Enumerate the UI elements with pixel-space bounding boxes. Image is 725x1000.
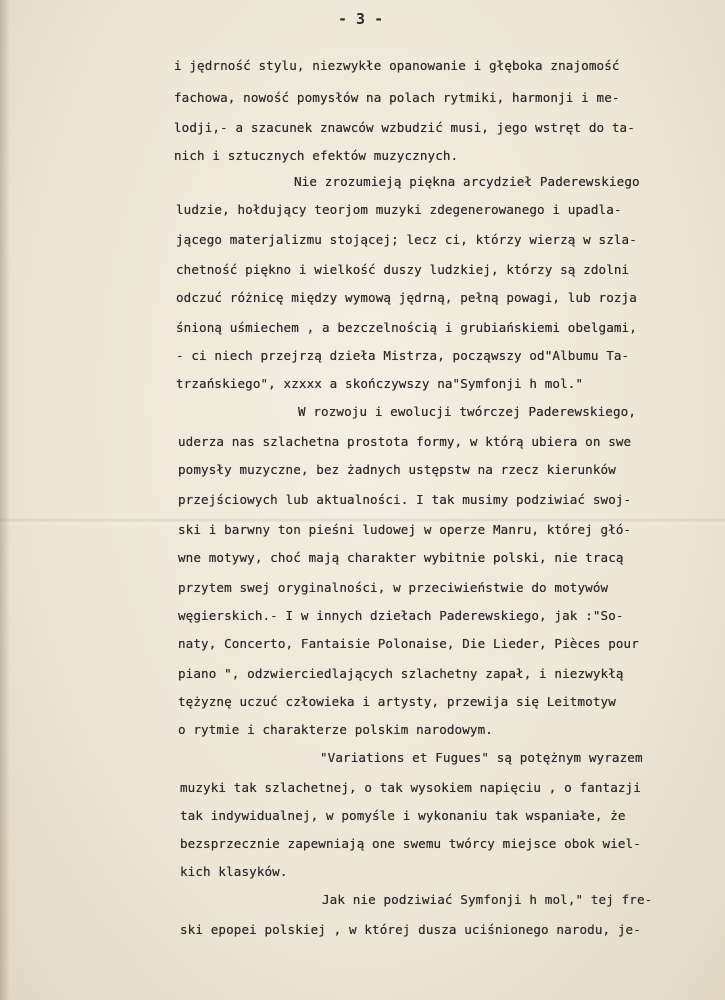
text-line: i jędrność stylu, niezwykłe opanowanie i głęboka znajomość [174, 58, 620, 73]
text-line: - ci niech przejrzą dzieła Mistrza, począwszy od"Albumu Ta- [176, 348, 630, 363]
text-line: trzańskiego", xzxxx a skończywszy na"Symfonji h mol." [176, 376, 584, 391]
text-line: pomysły muzyczne, bez żadnych ustępstw na rzecz kierunków [178, 462, 616, 477]
text-line: "Variations et Fugues" są potężnym wyrazem [320, 750, 643, 765]
text-line: naty, Concerto, Fantaisie Polonaise, Die Lieder, Pièces pour [178, 636, 639, 651]
text-line: tężyznę uczuć człowieka i artysty, przewija się Leitmotyw [178, 694, 616, 709]
text-line: odczuć różnicę między wymową jędrną, pełną powagi, lub rozja [176, 290, 637, 305]
text-line: ludzie, hołdujący teorjom muzyki zdegenerowanego i upadla- [176, 202, 622, 217]
text-line: fachowa, nowość pomysłów na polach rytmiki, harmonji i me- [174, 90, 620, 105]
text-line: uderza nas szlachetna prostota formy, w którą ubiera on swe [178, 434, 632, 449]
text-line: chetność piękno i wielkość duszy ludzkiej, którzy są zdolni [176, 262, 630, 277]
text-line: nich i sztucznych efektów muzycznych. [174, 148, 459, 163]
text-line: Nie zrozumieją piękna arcydzieł Paderewskiego [294, 174, 640, 189]
text-line: wne motywy, choć mają charakter wybitnie polski, nie tracą [178, 550, 624, 565]
text-line: ski epopei polskiej , w której dusza uciśnionego narodu, je- [180, 922, 641, 937]
text-line: piano ", odzwierciedlających szlachetny zapał, i niezwykłą [178, 666, 624, 681]
text-line: przytem swej oryginalności, w przeciwieństwie do motywów [178, 580, 609, 595]
text-line: muzyki tak szlachetnej, o tak wysokiem napięciu , o fantazji [180, 780, 641, 795]
text-line: ski i barwny ton pieśni ludowej w operze Manru, której głó- [178, 522, 632, 537]
text-line: węgierskich.- I w innych dziełach Paderewskiego, jak :"So- [178, 608, 624, 623]
text-line: przejściowych lub aktualności. I tak musimy podziwiać swoj- [178, 492, 632, 507]
text-line: o rytmie i charakterze polskim narodowym. [178, 722, 493, 737]
text-line: bezsprzecznie zapewniają one swemu twórcy miejsce obok wiel- [180, 836, 641, 851]
page-number: - 3 - [338, 10, 384, 28]
text-line: kich klasyków. [180, 864, 288, 879]
text-line: lodji,- a szacunek znawców wzbudzić musi, jego wstręt do ta- [174, 120, 635, 135]
text-line: śnioną uśmiechem , a bezczelnością i grubiańskiemi obelgami, [176, 320, 637, 335]
text-line: jącego materjalizmu stojącej; lecz ci, którzy wierzą w szla- [176, 232, 637, 247]
text-line: Jak nie podziwiać Symfonji h mol," tej fre- [322, 892, 653, 907]
text-line: tak indywidualnej, w pomyśle i wykonaniu tak wspaniałe, że [180, 808, 626, 823]
text-line: W rozwoju i ewolucji twórczej Paderewskiego, [298, 404, 637, 419]
